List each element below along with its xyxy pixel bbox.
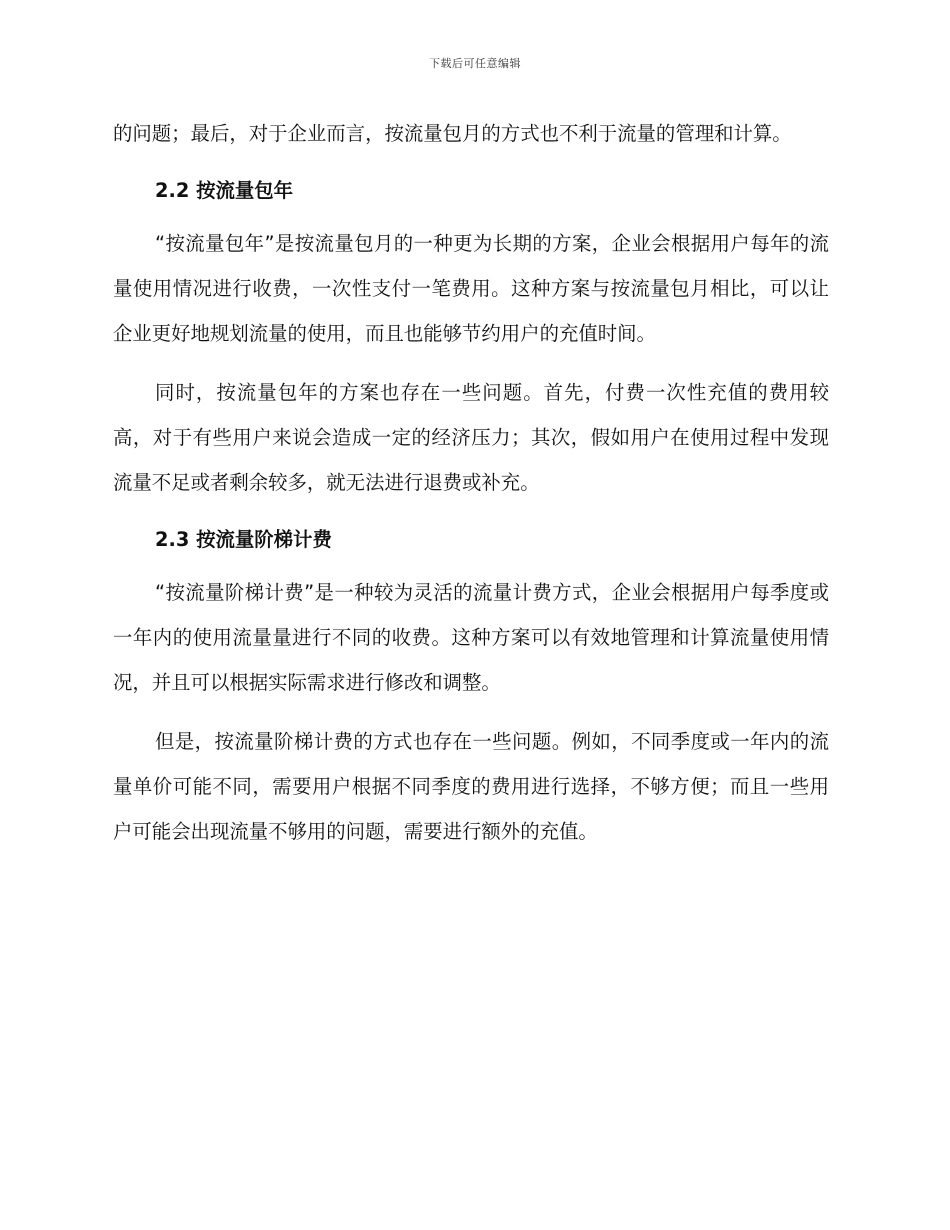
section-heading-2-3: 2.3 按流量阶梯计费 [155, 528, 332, 551]
page-header: 下载后可任意编辑 [429, 57, 521, 70]
paragraph-continuation: 的问题；最后，对于企业而言，按流量包月的方式也不利于流量的管理和计算。 [113, 122, 792, 145]
paragraph-annual-plan-intro: “按流量包年”是按流量包月的一种更为长期的方案，企业会根据用户每年的流量使用情况进行收费，一次性支付一笔费用。这种方案与按流量包月相比，可以让企业更好地规划流量的使用，而且也能够节约用户的充值时间。 [113, 232, 829, 345]
paragraph-tiered-billing-issues: 但是，按流量阶梯计费的方式也存在一些问题。例如，不同季度或一年内的流量单价可能不同，需要用户根据不同季度的费用进行选择，不够方便；而且一些用户可能会出现流量不够用的问题，需要进行额外的充值。 [113, 730, 829, 843]
section-heading-2-2: 2.2 按流量包年 [155, 179, 294, 202]
paragraph-annual-plan-issues: 同时，按流量包年的方案也存在一些问题。首先，付费一次性充值的费用较高，对于有些用户来说会造成一定的经济压力；其次，假如用户在使用过程中发现流量不足或者剩余较多，就无法进行退费或补充。 [113, 381, 829, 494]
paragraph-tiered-billing-intro: “按流量阶梯计费”是一种较为灵活的流量计费方式，企业会根据用户每季度或一年内的使用流量量进行不同的收费。这种方案可以有效地管理和计算流量使用情况，并且可以根据实际需求进行修改和调整。 [113, 581, 829, 694]
document-body [113, 111, 829, 854]
